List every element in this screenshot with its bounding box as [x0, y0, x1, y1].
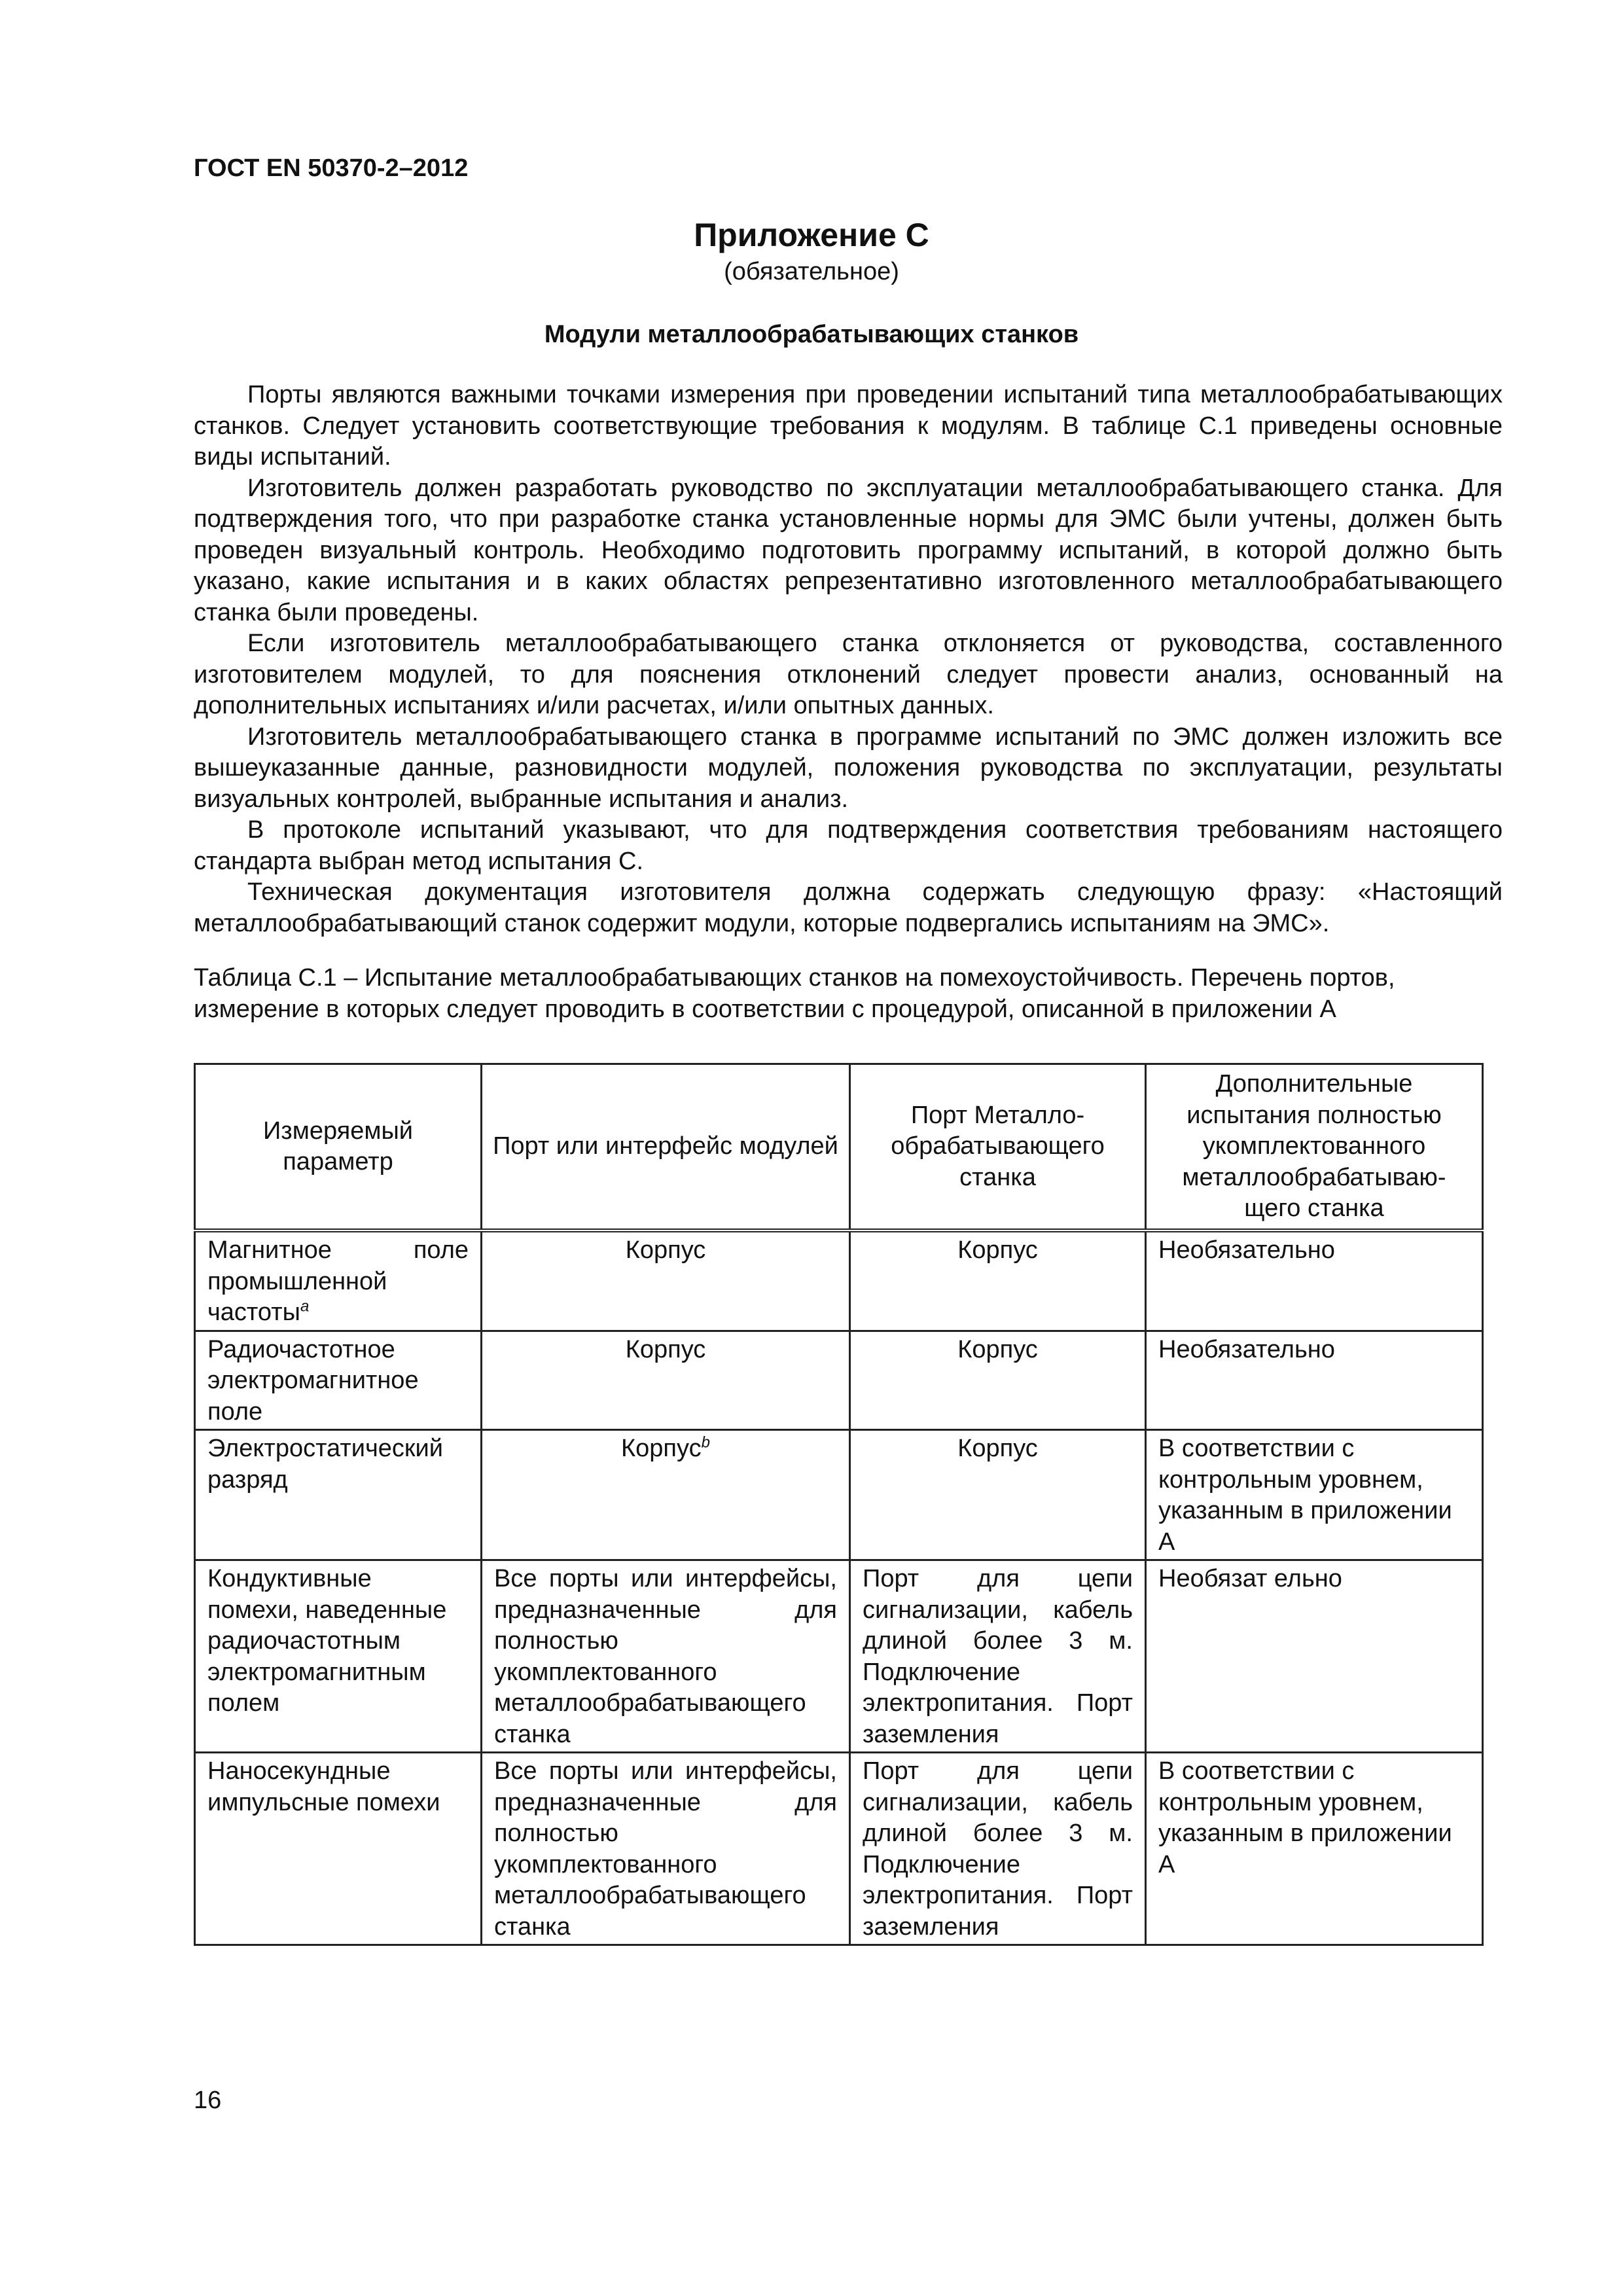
cell-additional: Необязат ельно	[1146, 1560, 1483, 1753]
cell-parameter: Электростатический разряд	[195, 1430, 482, 1560]
table-header-row	[195, 1064, 1483, 1231]
appendix-title: Приложение С	[694, 217, 929, 253]
section-title: Модули металлообрабатывающих станков	[544, 321, 1079, 348]
paragraph: Техническая документация изготовителя должна содержать следующую фразу: «Настоящий металлообрабатывающий станок содержит модули, которые подвергались испытаниям на ЭМС».	[194, 878, 1503, 937]
header-module-port: Порт или интерфейс модулей	[482, 1064, 850, 1231]
cell-parameter: Магнитное поле промышленной частоты$^a$	[195, 1230, 482, 1331]
cell-parameter: Радиочастотное электромагнитное поле	[195, 1331, 482, 1430]
cell-additional: В соответствии с контрольным уровнем, указанным в приложении А	[1146, 1753, 1483, 1945]
paragraph: В протоколе испытаний указывают, что для подтверждения соответствия требованиям настоящего стандарта выбран метод испытания С.	[194, 816, 1503, 875]
footnote-mark: b	[701, 1433, 710, 1452]
header-additional-tests: Дополнительные испытания полностью укомплектованного металлообрабатываю-щего станка	[1146, 1064, 1483, 1231]
page-number: 16	[194, 2087, 222, 2114]
table-row	[195, 1753, 1483, 1945]
cell-additional: Необязательно	[1146, 1331, 1483, 1430]
table-caption	[194, 962, 1503, 1025]
cell-machine-port: Корпус	[850, 1331, 1146, 1430]
cell-machine-port: Корпус	[850, 1430, 1146, 1560]
table-caption-line: Таблица С.1 – Испытание металлообрабатывающих станков на помехоустойчивость. Перечень портов,	[194, 964, 1395, 992]
cell-module-port: Все порты или интерфейсы, предназначенные для полностью укомплектованного металлообрабатывающего станка	[482, 1753, 850, 1945]
footnote-mark: a	[300, 1297, 310, 1316]
paragraph: Изготовитель должен разработать руководство по эксплуатации металлообрабатывающего станка. Для подтверждения того, что при разработке станка установленные нормы для ЭМС были учтены, должен быть проведен визуальный контроль. Необходимо подготовить программу испытаний, в которой должно быть указано, какие испытания и в каких областях репрезентативно изготовленного металлообрабатывающего станка были проведены.	[194, 474, 1503, 626]
table-row	[195, 1331, 1483, 1430]
cell-parameter: Кондуктивные помехи, наведенные радиочастотным электромагнитным полем	[195, 1560, 482, 1753]
body-text	[194, 380, 1503, 939]
cell-machine-port: Порт для цепи сигнализации, кабель длиной более 3 м. Подключение электропитания. Порт заземления	[850, 1560, 1146, 1753]
table-row	[195, 1430, 1483, 1560]
header-parameter: Измеряемый параметр	[195, 1064, 482, 1231]
paragraph: Порты являются важными точками измерения при проведении испытаний типа металлообрабатывающих станков. Следует установить соответствующие требования к модулям. В таблице С.1 приведены основные виды испытаний.	[194, 381, 1503, 471]
paragraph: Изготовитель металлообрабатывающего станка в программе испытаний по ЭМС должен изложить все вышеуказанные данные, разновидности модулей, положения руководства по эксплуатации, результаты визуальных контролей, выбранные испытания и анализ.	[194, 723, 1503, 813]
paragraph: Если изготовитель металлообрабатывающего станка отклоняется от руководства, составленного изготовителем модулей, то для пояснения отклонений следует провести анализ, основанный на дополнительных испытаниях и/или расчетах, и/или опытных данных.	[194, 630, 1503, 719]
document-header: ГОСТ EN 50370-2–2012	[194, 154, 469, 182]
cell-module-port: Все порты или интерфейсы, предназначенные для полностью укомплектованного металлообрабатывающего станка	[482, 1560, 850, 1753]
cell-additional: В соответствии с контрольным уровнем, указанным в приложении А	[1146, 1430, 1483, 1560]
cell-additional: Необязательно	[1146, 1230, 1483, 1331]
table-caption-line: измерение в которых следует проводить в соответствии с процедурой, описанной в приложении А	[194, 996, 1336, 1023]
table-row	[195, 1560, 1483, 1753]
cell-machine-port: Корпус	[850, 1230, 1146, 1331]
ports-table	[194, 1063, 1484, 1946]
header-machine-port: Порт Металло-обрабатывающего станка	[850, 1064, 1146, 1231]
table-row	[195, 1230, 1483, 1331]
appendix-subtitle: (обязательное)	[724, 258, 899, 285]
cell-parameter: Наносекундные импульсные помехи	[195, 1753, 482, 1945]
cell-module-port: Корпус	[482, 1331, 850, 1430]
cell-module-port: Корпус$^b$	[482, 1430, 850, 1560]
cell-module-port: Корпус	[482, 1230, 850, 1331]
cell-machine-port: Порт для цепи сигнализации, кабель длиной более 3 м. Подключение электропитания. Порт заземления	[850, 1753, 1146, 1945]
